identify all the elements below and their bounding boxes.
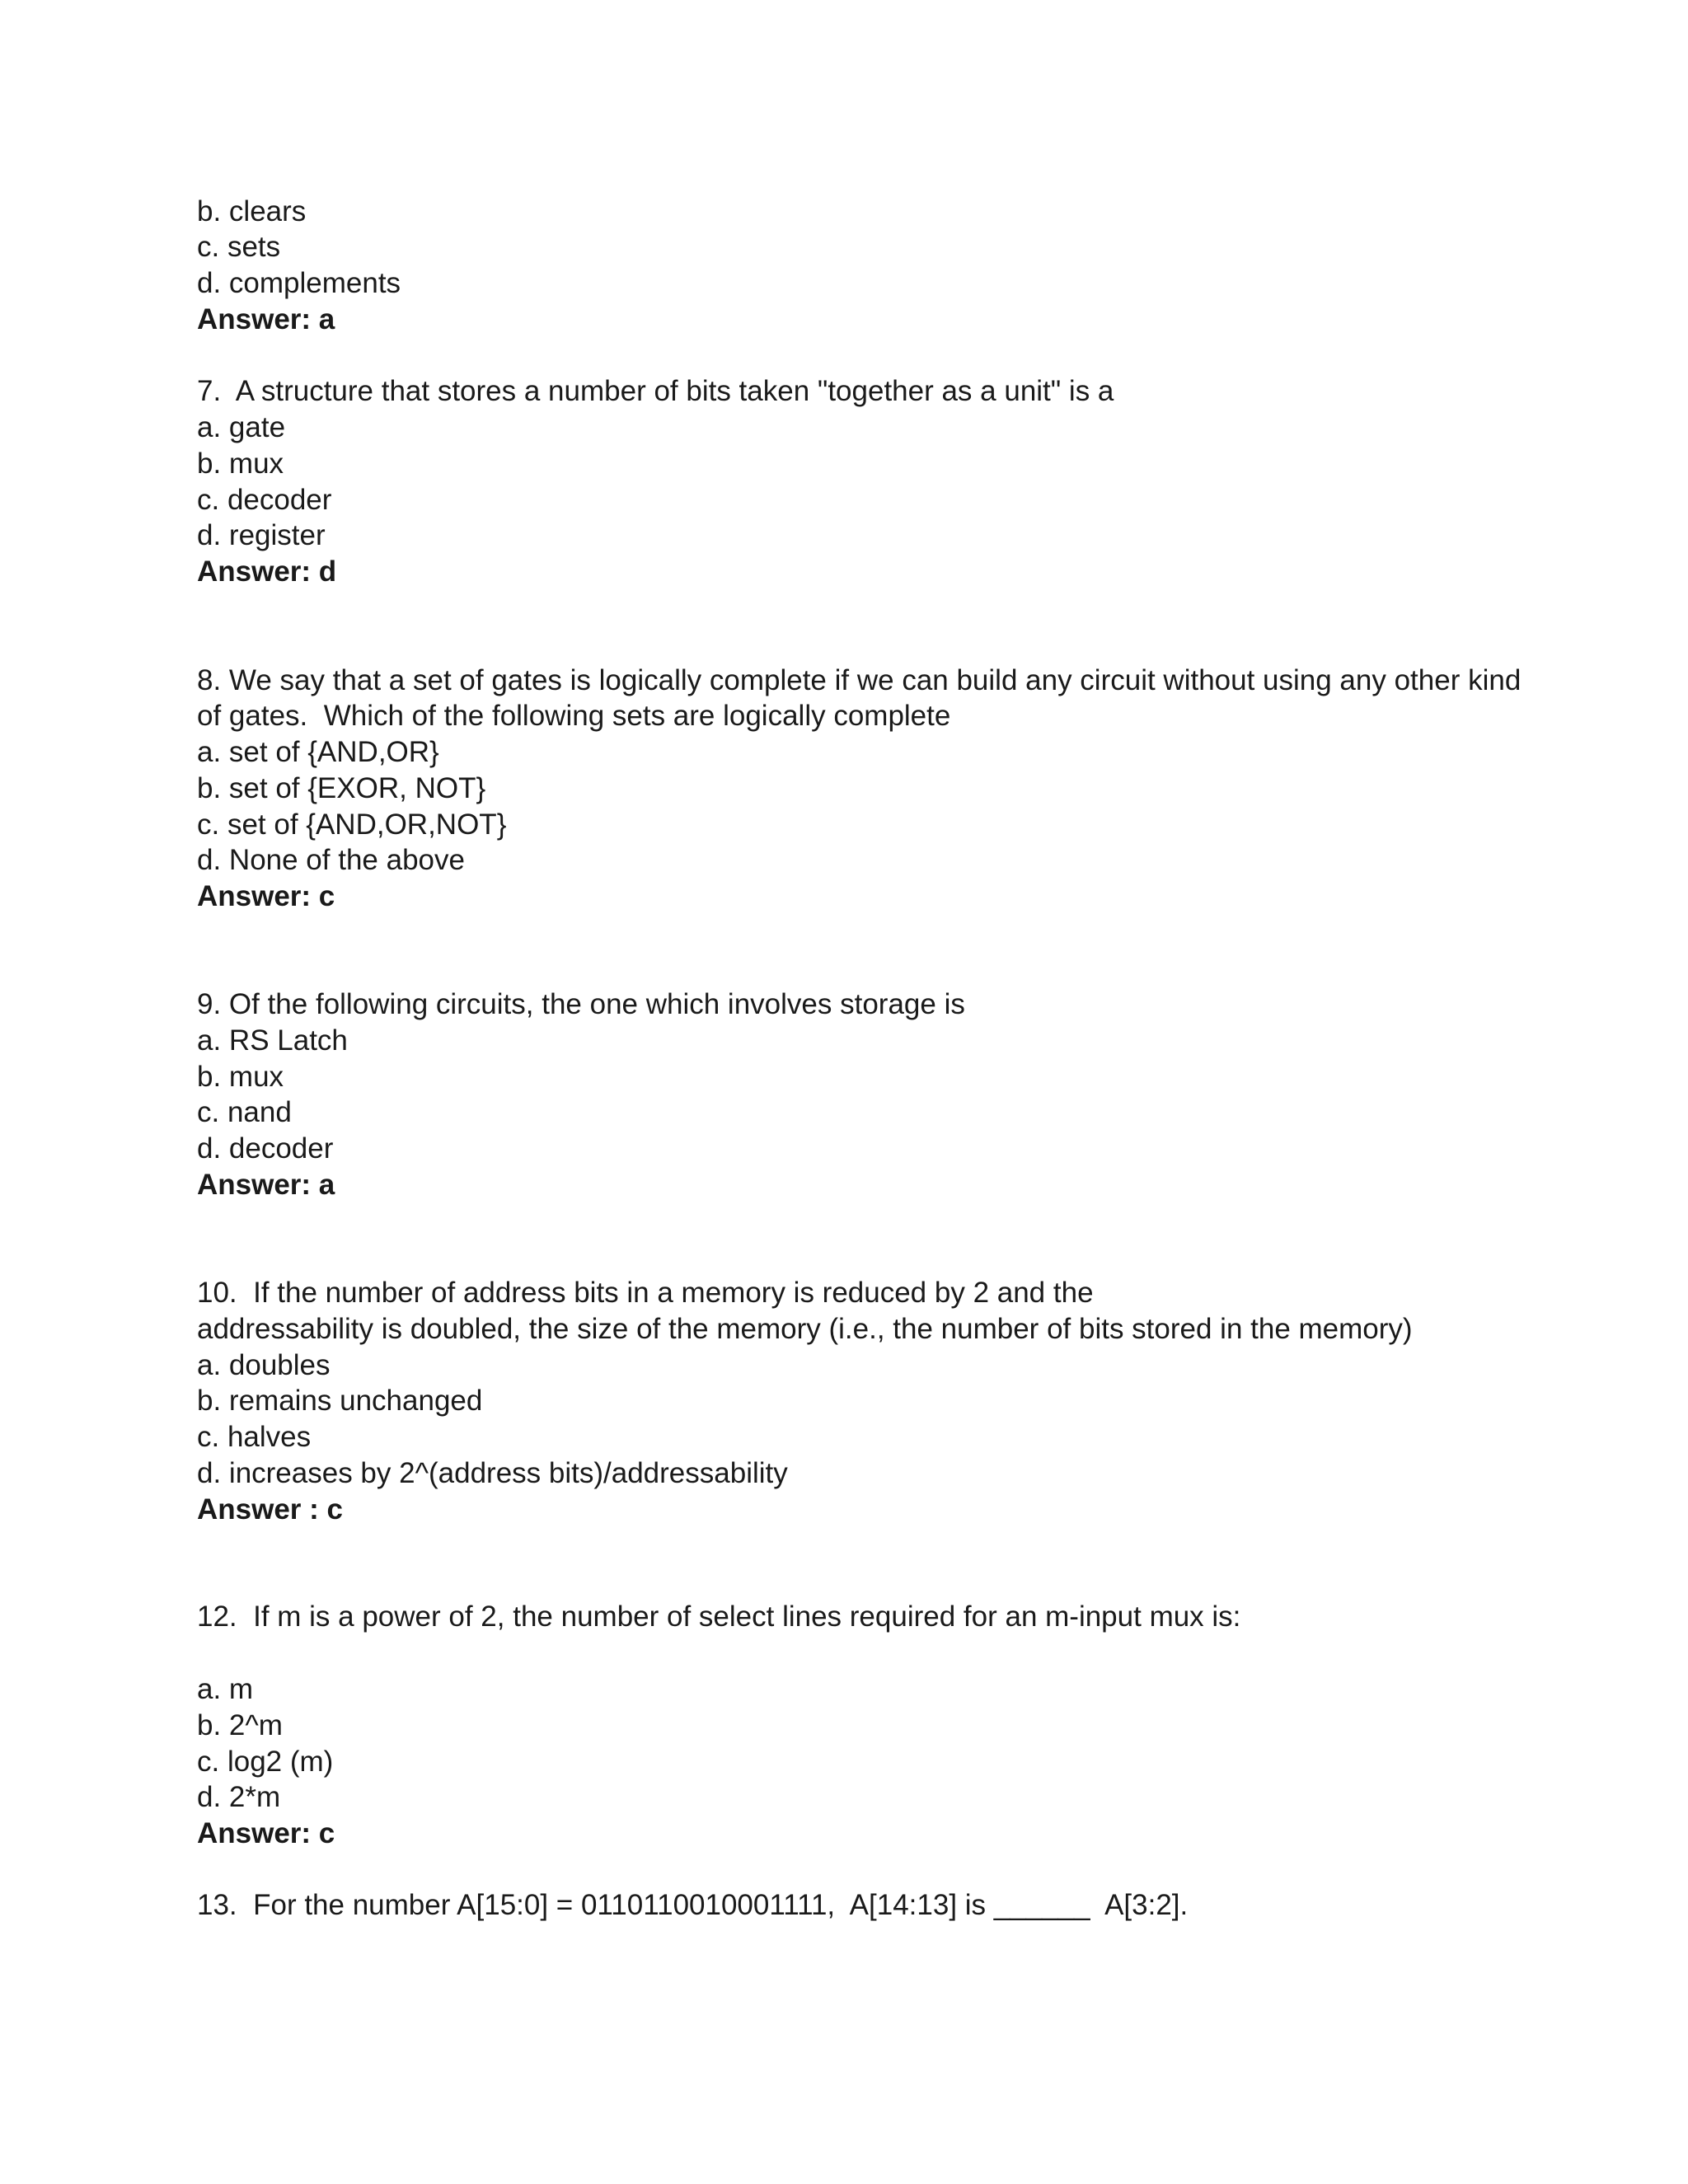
q8-question-line2: of gates. Which of the following sets are logically complete bbox=[197, 700, 951, 732]
q8-question-line1: 8. We say that a set of gates is logically complete if we can build any circuit without using any other kind bbox=[197, 664, 1522, 696]
q6-option-b: b. clears bbox=[197, 195, 307, 227]
q9-option-c: c. nand bbox=[197, 1096, 292, 1128]
q9-option-b: b. mux bbox=[197, 1061, 284, 1093]
q9-answer: Answer: a bbox=[197, 1169, 335, 1201]
q12-answer: Answer: c bbox=[197, 1817, 335, 1849]
q6-option-c: c. sets bbox=[197, 231, 281, 263]
q8-option-c: c. set of {AND,OR,NOT} bbox=[197, 808, 507, 841]
q10-option-b: b. remains unchanged bbox=[197, 1385, 483, 1417]
q7-option-d: d. register bbox=[197, 519, 326, 551]
q7-option-b: b. mux bbox=[197, 448, 284, 480]
q10-answer: Answer : c bbox=[197, 1493, 343, 1526]
q9-option-a: a. RS Latch bbox=[197, 1024, 348, 1057]
q12-option-a: a. m bbox=[197, 1673, 254, 1705]
q9-option-d: d. decoder bbox=[197, 1132, 334, 1165]
q8-answer: Answer: c bbox=[197, 880, 335, 912]
q10-question-line2: addressability is doubled, the size of the memory (i.e., the number of bits stored in the memory) bbox=[197, 1313, 1413, 1345]
q7-answer: Answer: d bbox=[197, 555, 337, 588]
q9-question: 9. Of the following circuits, the one which involves storage is bbox=[197, 988, 965, 1020]
q6-option-d: d. complements bbox=[197, 267, 401, 299]
q10-option-c: c. halves bbox=[197, 1421, 312, 1453]
q8-option-d: d. None of the above bbox=[197, 844, 465, 876]
q12-option-b: b. 2^m bbox=[197, 1709, 283, 1741]
q10-question-line1: 10. If the number of address bits in a memory is reduced by 2 and the bbox=[197, 1277, 1094, 1309]
q10-option-d: d. increases by 2^(address bits)/addressability bbox=[197, 1457, 788, 1489]
q8-option-a: a. set of {AND,OR} bbox=[197, 736, 439, 768]
q7-question: 7. A structure that stores a number of bits taken "together as a unit" is a bbox=[197, 375, 1114, 407]
q10-option-a: a. doubles bbox=[197, 1349, 331, 1381]
q12-question: 12. If m is a power of 2, the number of select lines required for an m-input mux is: bbox=[197, 1601, 1241, 1633]
q6-answer: Answer: a bbox=[197, 303, 335, 335]
q12-option-d: d. 2*m bbox=[197, 1781, 281, 1813]
q8-option-b: b. set of {EXOR, NOT} bbox=[197, 772, 486, 804]
q7-option-c: c. decoder bbox=[197, 484, 332, 516]
q12-option-c: c. log2 (m) bbox=[197, 1746, 334, 1778]
q13-question: 13. For the number A[15:0] = 0110110010001111, A[14:13] is ______ A[3:2]. bbox=[197, 1889, 1189, 1921]
q7-option-a: a. gate bbox=[197, 411, 286, 443]
